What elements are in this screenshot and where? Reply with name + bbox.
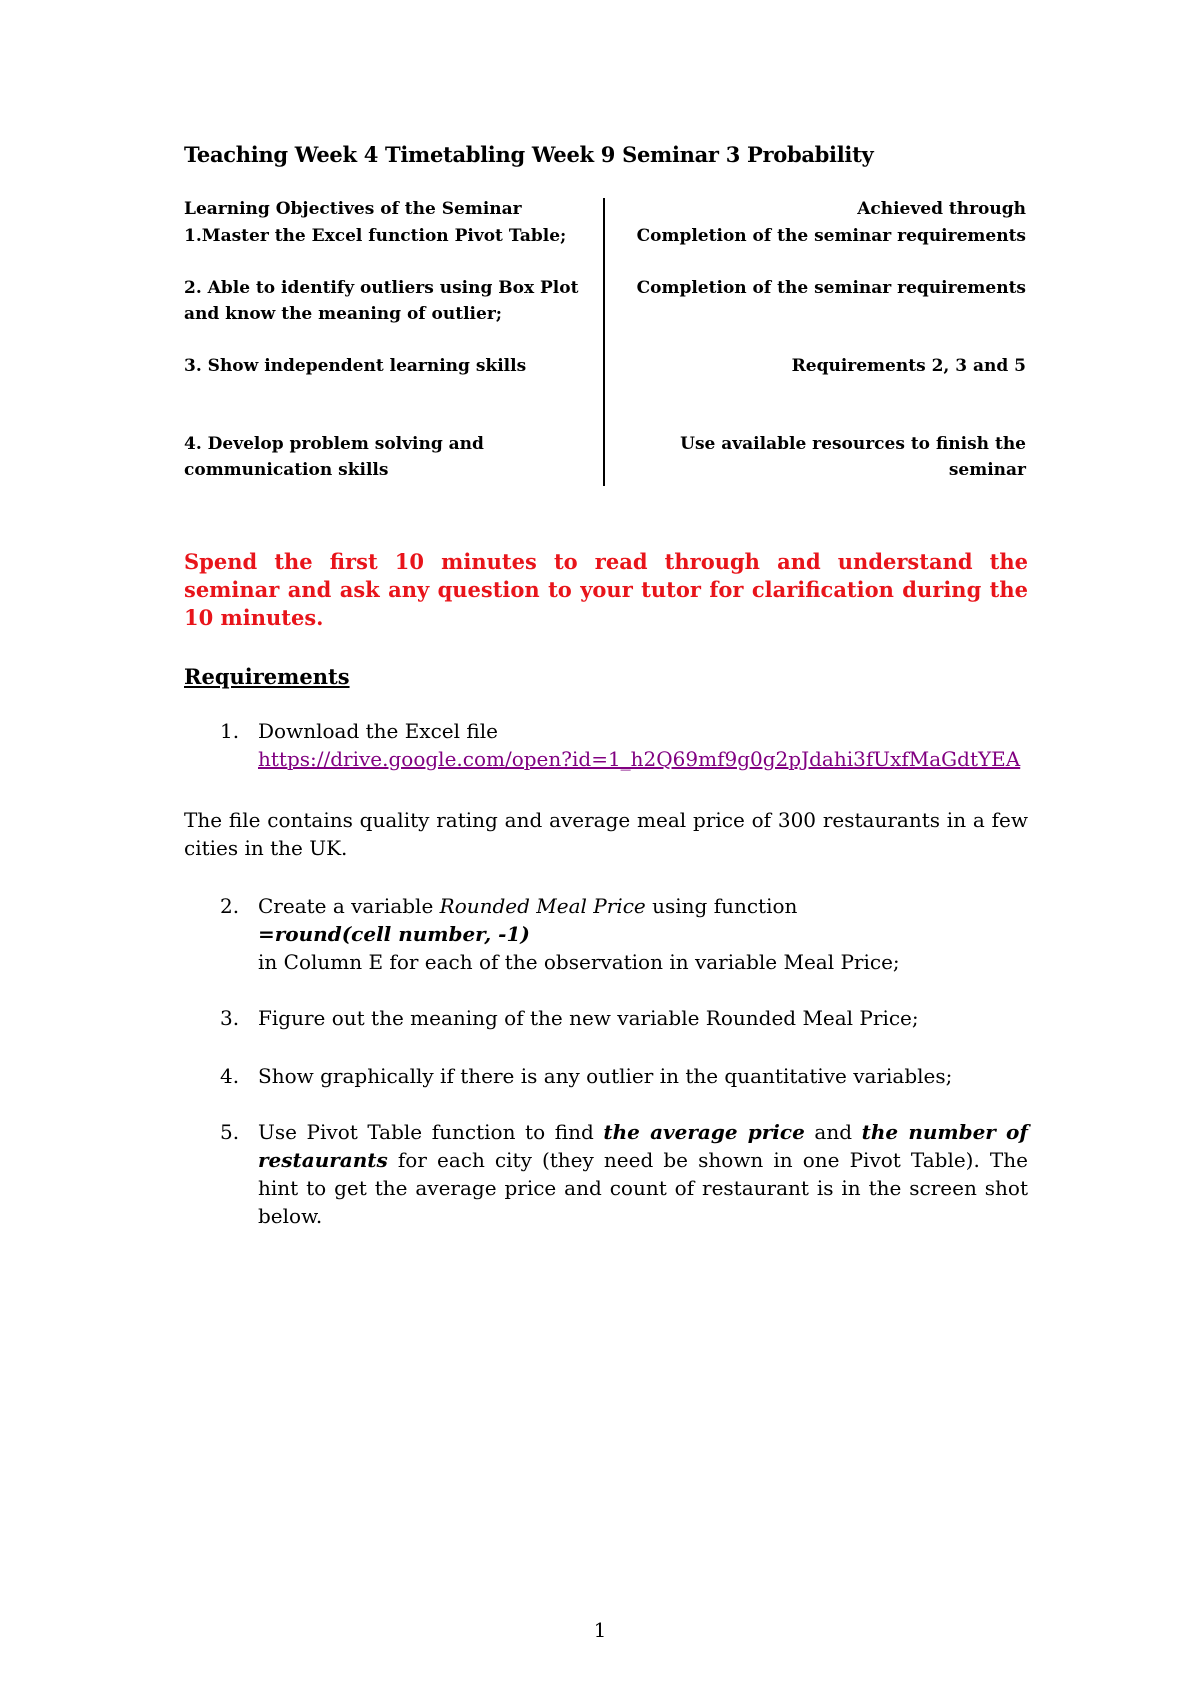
requirement-text: Use Pivot Table function to find [258, 1120, 604, 1144]
emphasis: the number of restaurants [258, 1120, 1028, 1172]
formula: =round(cell number, -1) [258, 922, 530, 946]
achieved-item: Completion of the seminar requirements [636, 278, 1026, 298]
objectives-table [184, 196, 1026, 496]
document-title: Teaching Week 4 Timetabling Week 9 Seminar 3 Probability [184, 142, 874, 167]
variable-name: Rounded Meal Price [439, 894, 646, 918]
list-number: 1. [220, 719, 240, 743]
requirement-text: using function [645, 894, 798, 918]
requirement-5 [184, 1118, 1028, 1230]
list-number: 5. [220, 1120, 240, 1144]
requirement-text: and [804, 1120, 862, 1144]
objectives-header: Learning Objectives of the Seminar [184, 199, 522, 219]
requirements-heading: Requirements [184, 664, 350, 689]
achieved-header: Achieved through [857, 199, 1026, 219]
objective-item: 3. Show independent learning skills [184, 356, 527, 376]
list-number: 3. [220, 1006, 240, 1030]
file-description: The file contains quality rating and average meal price of 300 restaurants in a few cities in the UK. [184, 808, 1028, 860]
requirement-text: for each city (they need be shown in one Pivot Table). The hint to get the average price and count of restaurant is in the screen shot below. [258, 1148, 1028, 1228]
requirement-text: Create a variable [258, 894, 440, 918]
excel-file-link[interactable]: https://drive.google.com/open?id=1_h2Q69mf9g0g2pJdahi3fUxfMaGdtYEA [258, 747, 1021, 771]
objective-item: 4. Develop problem solving and communication skills [184, 434, 484, 480]
objective-item: 1.Master the Excel function Pivot Table; [184, 226, 567, 246]
requirement-2 [184, 892, 1028, 976]
column-divider [603, 198, 605, 486]
emphasis: the average price [603, 1120, 805, 1144]
requirement-4 [184, 1062, 1028, 1090]
list-number: 2. [220, 894, 240, 918]
objectives-column [184, 196, 594, 480]
requirement-3 [184, 1004, 1028, 1032]
achieved-column [606, 196, 1026, 480]
requirement-text: Figure out the meaning of the new variable Rounded Meal Price; [258, 1006, 919, 1030]
achieved-item: Requirements 2, 3 and 5 [791, 356, 1026, 376]
requirement-text: in Column E for each of the observation in variable Meal Price; [258, 950, 900, 974]
achieved-item: Use available resources to finish the seminar [680, 434, 1026, 480]
requirement-text: Show graphically if there is any outlier in the quantitative variables; [258, 1064, 953, 1088]
red-notice: Spend the first 10 minutes to read through and understand the seminar and ask any question to your tutor for clarification during the 10 minutes. [184, 549, 1028, 630]
requirement-1 [184, 717, 1028, 773]
requirement-text: Download the Excel file [258, 719, 498, 743]
achieved-item: Completion of the seminar requirements [636, 226, 1026, 246]
list-number: 4. [220, 1064, 240, 1088]
objective-item: 2. Able to identify outliers using Box Plot and know the meaning of outlier; [184, 278, 579, 324]
page-number: 1 [593, 1618, 607, 1642]
